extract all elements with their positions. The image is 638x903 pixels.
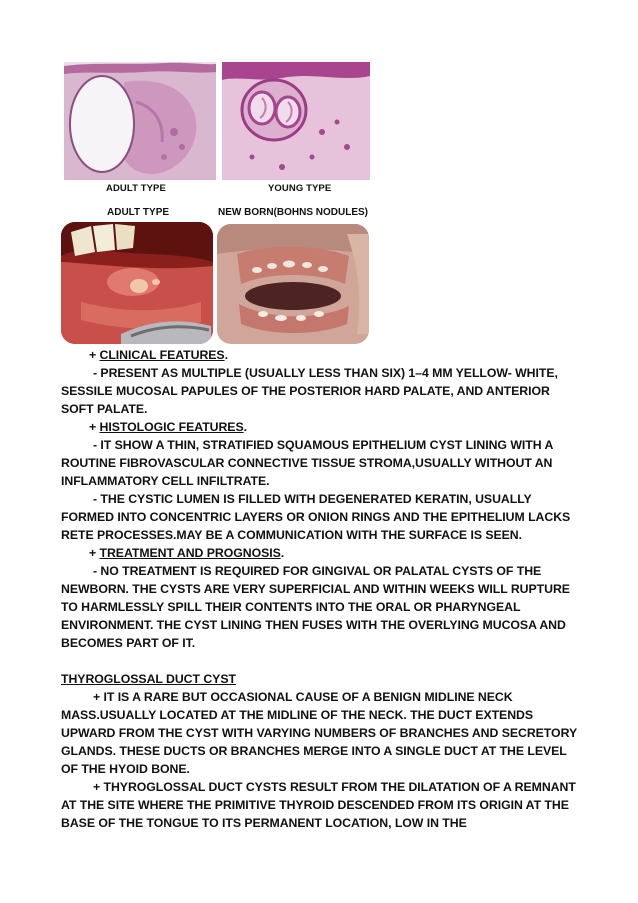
heading-period: . [280, 546, 285, 560]
caption-young-type: YOUNG TYPE [268, 183, 332, 194]
heading-text: CLINICAL FEATURES [99, 348, 225, 362]
caption-new-born: NEW BORN(BOHNS NODULES) [218, 207, 368, 218]
document-body [61, 346, 581, 832]
heading-text: TREATMENT AND PROGNOSIS [99, 546, 281, 560]
histologic-features-text-2: - THE CYSTIC LUMEN IS FILLED WITH DEGENERATED KERATIN, USUALLY FORMED INTO CONCENTRIC LAYERS OR ONION RINGS AND THE EPITHELIUM LACKS RETE PROCESSES.MAY BE A COMMUNICATION WITH THE SURFACE IS SEEN. [61, 492, 571, 542]
caption-adult-type-histology: ADULT TYPE [106, 183, 166, 194]
thyroglossal-duct-cyst-title: THYROGLOSSAL DUCT CYST [61, 672, 236, 686]
thyroglossal-text-2: + THYROGLOSSAL DUCT CYSTS RESULT FROM THE DILATATION OF A REMNANT AT THE SITE WHERE THE PRIMITIVE THYROID DESCENDED FROM ITS ORIGIN AT THE BASE OF THE TONGUE TO ITS PERMANENT LOCATION, LOW IN THE [61, 780, 576, 830]
histology-young-image [222, 62, 370, 180]
clinical-features-heading [61, 346, 581, 364]
clinical-newborn-photo [217, 224, 369, 344]
histologic-features-heading [61, 418, 581, 436]
treatment-prognosis-text: - NO TREATMENT IS REQUIRED FOR GINGIVAL OR PALATAL CYSTS OF THE NEWBORN. THE CYSTS ARE VERY SUPERFICIAL AND WITHIN WEEKS WILL RUPTURE TO HARMLESSLY SPILL THEIR CONTENTS INTO THE ORAL OR PHARYNGEAL ENVIRONMENT. THE CYST LINING THEN FUSES WITH THE OVERLYING MUCOSA AND BECOMES PART OF IT. [61, 564, 570, 650]
bullet: + [89, 420, 100, 434]
heading-period: . [243, 420, 247, 434]
histologic-features-text-1: - IT SHOW A THIN, STRATIFIED SQUAMOUS EPITHELIUM CYST LINING WITH A ROUTINE FIBROVASCULAR CONNECTIVE TISSUE STROMA,USUALLY WITHOUT AN INFLAMMATORY CELL INFILTRATE. [61, 438, 553, 488]
heading-text: HISTOLOGIC FEATURES [99, 420, 244, 434]
bullet: + [89, 348, 100, 362]
clinical-adult-photo [61, 222, 213, 344]
heading-period: . [224, 348, 228, 362]
bullet: + [89, 546, 100, 560]
treatment-prognosis-heading [61, 544, 581, 562]
thyroglossal-text-1: + IT IS A RARE BUT OCCASIONAL CAUSE OF A BENIGN MIDLINE NECK MASS.USUALLY LOCATED AT THE MIDLINE OF THE NECK. THE DUCT EXTENDS UPWARD FROM THE CYST WITH VARYING NUMBERS OF BRANCHES AND SECRETORY GLANDS. THESE DUCTS OR BRANCHES MERGE INTO A SINGLE DUCT AT THE LEVEL OF THE HYOID BONE. [61, 690, 577, 776]
histology-figure [64, 62, 370, 192]
paragraph-gap [61, 652, 581, 670]
caption-adult-type-clinical: ADULT TYPE [107, 207, 170, 218]
histology-adult-image [64, 62, 216, 180]
clinical-features-text: - PRESENT AS MULTIPLE (USUALLY LESS THAN SIX) 1–4 MM YELLOW- WHITE, SESSILE MUCOSAL PAPULES OF THE POSTERIOR HARD PALATE, AND ANTERIOR SOFT PALATE. [61, 366, 558, 416]
